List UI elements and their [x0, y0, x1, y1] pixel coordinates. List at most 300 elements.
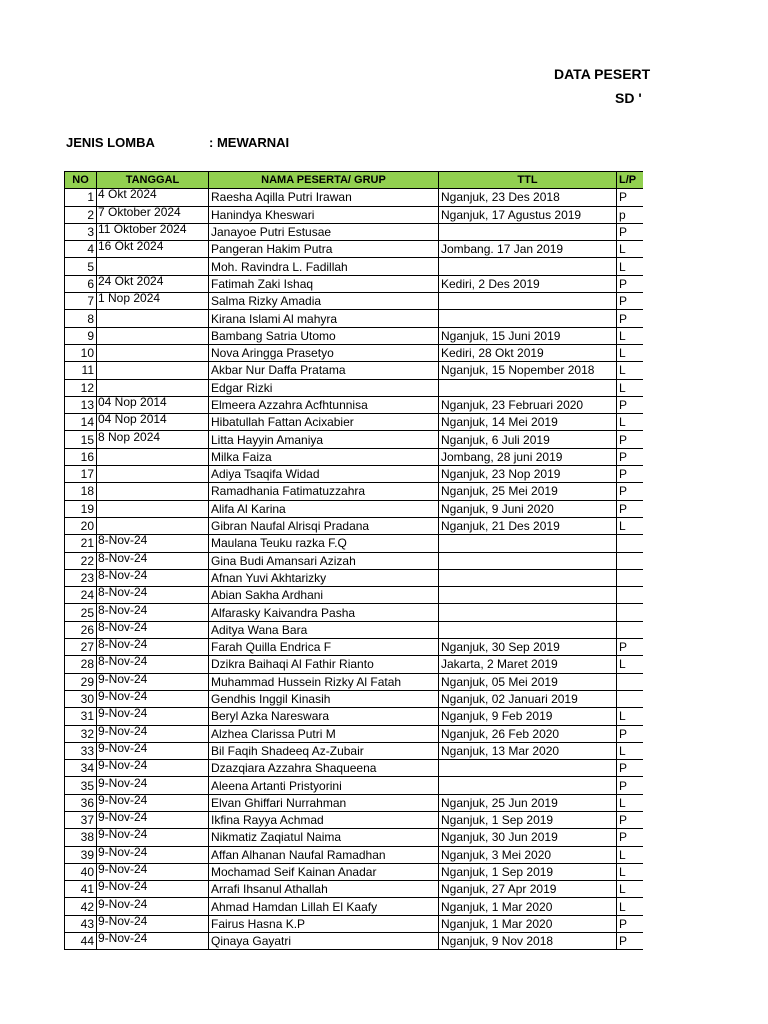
cell-lp[interactable]: P: [617, 760, 644, 777]
cell-ttl[interactable]: [439, 258, 617, 275]
cell-tanggal-text: 8-Nov-24: [98, 603, 148, 617]
cell-tanggal[interactable]: [97, 604, 209, 621]
table-row: [65, 863, 644, 880]
cell-tanggal[interactable]: [97, 327, 209, 344]
cell-ttl[interactable]: Nganjuk, 13 Mar 2020: [439, 742, 617, 759]
table-row: [65, 656, 644, 673]
table-row: [65, 933, 644, 950]
table-row: [65, 535, 644, 552]
cell-nama[interactable]: Beryl Azka Nareswara: [209, 708, 439, 725]
cell-nama[interactable]: Fatimah Zaki Ishaq: [209, 275, 439, 292]
cell-tanggal-text: 9-Nov-24: [98, 915, 148, 928]
cell-lp[interactable]: [617, 587, 644, 604]
cell-ttl[interactable]: Nganjuk, 27 Apr 2019: [439, 881, 617, 898]
table-row: [65, 569, 644, 586]
cell-ttl[interactable]: Nganjuk, 23 Des 2018: [439, 189, 617, 206]
cell-lp[interactable]: [617, 690, 644, 707]
table-row: [65, 708, 644, 725]
cell-tanggal-text: 9-Nov-24: [98, 742, 148, 755]
table-row: [65, 587, 644, 604]
cell-no[interactable]: 24: [65, 587, 97, 604]
cell-tanggal-text: 16 Okt 2024: [98, 240, 164, 254]
cell-ttl[interactable]: Nganjuk, 26 Feb 2020: [439, 725, 617, 742]
table-row: [65, 517, 644, 534]
cell-no[interactable]: 34: [65, 760, 97, 777]
cell-ttl[interactable]: Nganjuk, 30 Sep 2019: [439, 639, 617, 656]
cell-tanggal-text: 11 Oktober 2024: [98, 223, 187, 237]
cell-no[interactable]: 35: [65, 777, 97, 794]
cell-nama[interactable]: Alzhea Clarissa Putri M: [209, 725, 439, 742]
cell-nama[interactable]: Bambang Satria Utomo: [209, 327, 439, 344]
table-row: [65, 414, 644, 431]
cell-no[interactable]: 16: [65, 448, 97, 465]
cell-tanggal-text: 9-Nov-24: [98, 897, 148, 911]
cell-no[interactable]: 27: [65, 639, 97, 656]
cell-ttl[interactable]: Nganjuk, 21 Des 2019: [439, 517, 617, 534]
cell-tanggal-text: 9-Nov-24: [98, 725, 148, 738]
cell-ttl[interactable]: Jakarta, 2 Maret 2019: [439, 656, 617, 673]
cell-nama[interactable]: Ramadhania Fatimatuzzahra: [209, 483, 439, 500]
cell-lp[interactable]: P: [617, 639, 644, 656]
cell-tanggal[interactable]: [97, 881, 209, 898]
table-row: [65, 621, 644, 638]
cell-no[interactable]: 18: [65, 483, 97, 500]
cell-lp[interactable]: L: [617, 258, 644, 275]
cell-ttl[interactable]: Nganjuk, 23 Nop 2019: [439, 466, 617, 483]
table-row: [65, 293, 644, 310]
table-row: [65, 794, 644, 811]
cell-tanggal-text: 8 Nop 2024: [98, 430, 161, 444]
cell-lp[interactable]: P: [617, 431, 644, 448]
column-header-ttl[interactable]: TTL: [439, 172, 617, 189]
cell-no[interactable]: 13: [65, 396, 97, 413]
cell-lp[interactable]: p: [617, 206, 644, 223]
cell-tanggal[interactable]: [97, 223, 209, 240]
cell-tanggal[interactable]: [97, 933, 209, 950]
table-row: [65, 258, 644, 275]
cell-tanggal[interactable]: [97, 725, 209, 742]
cell-ttl[interactable]: [439, 293, 617, 310]
cell-ttl[interactable]: [439, 777, 617, 794]
cell-lp[interactable]: P: [617, 483, 644, 500]
cell-tanggal[interactable]: [97, 690, 209, 707]
cell-tanggal[interactable]: [97, 500, 209, 517]
cell-nama[interactable]: Nikmatiz Zaqiatul Naima: [209, 829, 439, 846]
cell-tanggal[interactable]: [97, 241, 209, 258]
cell-ttl[interactable]: [439, 379, 617, 396]
cell-tanggal[interactable]: [97, 587, 209, 604]
cell-no[interactable]: 23: [65, 569, 97, 586]
cell-lp[interactable]: L: [617, 898, 644, 915]
cell-tanggal-text: 8-Nov-24: [98, 569, 148, 582]
cell-nama[interactable]: Gibran Naufal Alrisqi Pradana: [209, 517, 439, 534]
cell-lp[interactable]: P: [617, 448, 644, 465]
cell-no[interactable]: 2: [65, 206, 97, 223]
table-row: [65, 206, 644, 223]
cell-nama[interactable]: Nova Aringga Prasetyo: [209, 344, 439, 361]
cell-nama[interactable]: Alifa Al Karina: [209, 500, 439, 517]
cell-no[interactable]: 36: [65, 794, 97, 811]
cell-nama[interactable]: Raesha Aqilla Putri Irawan: [209, 189, 439, 206]
cell-tanggal[interactable]: [97, 344, 209, 361]
cell-lp[interactable]: P: [617, 933, 644, 950]
table-row: [65, 379, 644, 396]
cell-tanggal[interactable]: [97, 310, 209, 327]
table-row: [65, 275, 644, 292]
cell-ttl[interactable]: Nganjuk, 23 Februari 2020: [439, 396, 617, 413]
cell-ttl[interactable]: Nganjuk, 05 Mei 2019: [439, 673, 617, 690]
cell-nama[interactable]: Dzazqiara Azzahra Shaqueena: [209, 760, 439, 777]
cell-tanggal[interactable]: [97, 379, 209, 396]
cell-nama[interactable]: Gina Budi Amansari Azizah: [209, 552, 439, 569]
cell-no[interactable]: 1: [65, 189, 97, 206]
cell-tanggal[interactable]: [97, 569, 209, 586]
cell-nama[interactable]: Salma Rizky Amadia: [209, 293, 439, 310]
cell-no[interactable]: 17: [65, 466, 97, 483]
cell-tanggal-text: 8-Nov-24: [98, 586, 148, 600]
cell-nama[interactable]: Maulana Teuku razka F.Q: [209, 535, 439, 552]
cell-tanggal-text: 04 Nop 2014: [98, 396, 167, 409]
cell-nama[interactable]: Mochamad Seif Kainan Anadar: [209, 863, 439, 880]
cell-tanggal[interactable]: [97, 258, 209, 275]
cell-no[interactable]: 9: [65, 327, 97, 344]
cell-ttl[interactable]: Nganjuk, 1 Mar 2020: [439, 915, 617, 932]
table-row: [65, 604, 644, 621]
cell-lp[interactable]: P: [617, 293, 644, 310]
cell-no[interactable]: 10: [65, 344, 97, 361]
cell-ttl[interactable]: Kediri, 2 Des 2019: [439, 275, 617, 292]
cell-no[interactable]: 21: [65, 535, 97, 552]
table-row: [65, 362, 644, 379]
cell-tanggal[interactable]: [97, 414, 209, 431]
table-row: [65, 344, 644, 361]
cell-tanggal-text: 9-Nov-24: [98, 794, 148, 807]
cell-no[interactable]: 41: [65, 881, 97, 898]
table-row: [65, 483, 644, 500]
cell-tanggal[interactable]: [97, 829, 209, 846]
cell-tanggal-text: 7 Oktober 2024: [98, 206, 181, 219]
cell-no[interactable]: 12: [65, 379, 97, 396]
table-row: [65, 466, 644, 483]
table-row: [65, 881, 644, 898]
cell-nama[interactable]: Affan Alhanan Naufal Ramadhan: [209, 846, 439, 863]
cell-nama[interactable]: Dzikra Baihaqi Al Fathir Rianto: [209, 656, 439, 673]
cell-ttl[interactable]: [439, 223, 617, 240]
cell-ttl[interactable]: Nganjuk, 15 Nopember 2018: [439, 362, 617, 379]
cell-tanggal-text: 8-Nov-24: [98, 621, 148, 634]
cell-no[interactable]: 25: [65, 604, 97, 621]
cell-no[interactable]: 42: [65, 898, 97, 915]
cell-ttl[interactable]: [439, 760, 617, 777]
cell-ttl[interactable]: Nganjuk, 17 Agustus 2019: [439, 206, 617, 223]
cell-lp[interactable]: P: [617, 223, 644, 240]
cell-lp[interactable]: [617, 535, 644, 552]
document-subtitle: SD ': [615, 90, 642, 106]
cell-nama[interactable]: Fairus Hasna K.P: [209, 915, 439, 932]
cell-lp[interactable]: P: [617, 396, 644, 413]
cell-nama[interactable]: Akbar Nur Daffa Pratama: [209, 362, 439, 379]
cell-nama[interactable]: Afnan Yuvi Akhtarizky: [209, 569, 439, 586]
cell-ttl[interactable]: Nganjuk, 6 Juli 2019: [439, 431, 617, 448]
cell-tanggal[interactable]: [97, 535, 209, 552]
column-header-tanggal[interactable]: TANGGAL: [97, 172, 209, 189]
cell-tanggal-text: 9-Nov-24: [98, 863, 148, 877]
cell-tanggal-text: 8-Nov-24: [98, 638, 148, 652]
cell-tanggal-text: 24 Okt 2024: [98, 275, 164, 288]
cell-lp[interactable]: L: [617, 794, 644, 811]
table-row: [65, 673, 644, 690]
cell-ttl[interactable]: Nganjuk, 3 Mei 2020: [439, 846, 617, 863]
cell-lp[interactable]: P: [617, 777, 644, 794]
cell-lp[interactable]: L: [617, 656, 644, 673]
cell-lp[interactable]: L: [617, 863, 644, 880]
cell-no[interactable]: 40: [65, 863, 97, 880]
cell-tanggal[interactable]: [97, 206, 209, 223]
table-row: [65, 327, 644, 344]
cell-tanggal[interactable]: [97, 431, 209, 448]
cell-no[interactable]: 11: [65, 362, 97, 379]
table-row: [65, 223, 644, 240]
cell-tanggal[interactable]: [97, 362, 209, 379]
cell-nama[interactable]: Ikfina Rayya Achmad: [209, 811, 439, 828]
cell-lp[interactable]: [617, 552, 644, 569]
cell-no[interactable]: 31: [65, 708, 97, 725]
cell-tanggal[interactable]: [97, 760, 209, 777]
cell-ttl[interactable]: Nganjuk, 9 Juni 2020: [439, 500, 617, 517]
cell-lp[interactable]: P: [617, 189, 644, 206]
cell-tanggal-text: 9-Nov-24: [98, 776, 148, 790]
cell-no[interactable]: 4: [65, 241, 97, 258]
cell-tanggal-text: 8-Nov-24: [98, 534, 148, 548]
table-row: [65, 241, 644, 258]
cell-tanggal[interactable]: [97, 552, 209, 569]
cell-nama[interactable]: Moh. Ravindra L. Fadillah: [209, 258, 439, 275]
cell-tanggal-text: 04 Nop 2014: [98, 413, 167, 427]
cell-lp[interactable]: L: [617, 881, 644, 898]
cell-tanggal[interactable]: [97, 777, 209, 794]
cell-tanggal[interactable]: [97, 639, 209, 656]
cell-lp[interactable]: L: [617, 344, 644, 361]
cell-lp[interactable]: P: [617, 829, 644, 846]
cell-lp[interactable]: L: [617, 241, 644, 258]
table-row: [65, 189, 644, 206]
cell-ttl[interactable]: Kediri, 28 Okt 2019: [439, 344, 617, 361]
participant-table: [64, 171, 643, 950]
cell-lp[interactable]: P: [617, 915, 644, 932]
cell-ttl[interactable]: Jombang, 28 juni 2019: [439, 448, 617, 465]
cell-no[interactable]: 20: [65, 517, 97, 534]
cell-no[interactable]: 29: [65, 673, 97, 690]
cell-nama[interactable]: Arrafi Ihsanul Athallah: [209, 881, 439, 898]
cell-ttl[interactable]: [439, 535, 617, 552]
cell-nama[interactable]: Edgar Rizki: [209, 379, 439, 396]
cell-no[interactable]: 43: [65, 915, 97, 932]
cell-no[interactable]: 39: [65, 846, 97, 863]
cell-nama[interactable]: Hibatullah Fattan Acixabier: [209, 414, 439, 431]
cell-nama[interactable]: Ahmad Hamdan Lillah El Kaafy: [209, 898, 439, 915]
cell-ttl[interactable]: [439, 569, 617, 586]
cell-ttl[interactable]: [439, 552, 617, 569]
cell-lp[interactable]: P: [617, 310, 644, 327]
cell-no[interactable]: 30: [65, 690, 97, 707]
cell-lp[interactable]: [617, 569, 644, 586]
cell-nama[interactable]: Adiya Tsaqifa Widad: [209, 466, 439, 483]
cell-lp[interactable]: L: [617, 414, 644, 431]
cell-tanggal[interactable]: [97, 396, 209, 413]
column-header-lp[interactable]: L/P: [617, 172, 644, 189]
cell-tanggal[interactable]: [97, 517, 209, 534]
cell-tanggal-text: 9-Nov-24: [98, 707, 148, 721]
cell-nama[interactable]: Kirana Islami Al mahyra: [209, 310, 439, 327]
cell-no[interactable]: 6: [65, 275, 97, 292]
cell-nama[interactable]: Pangeran Hakim Putra: [209, 241, 439, 258]
cell-no[interactable]: 28: [65, 656, 97, 673]
cell-tanggal-text: 9-Nov-24: [98, 932, 148, 946]
cell-ttl[interactable]: Nganjuk, 9 Nov 2018: [439, 933, 617, 950]
cell-no[interactable]: 19: [65, 500, 97, 517]
cell-tanggal[interactable]: [97, 794, 209, 811]
cell-ttl[interactable]: Nganjuk, 1 Sep 2019: [439, 863, 617, 880]
table-row: [65, 396, 644, 413]
cell-tanggal-text: 8-Nov-24: [98, 655, 148, 669]
cell-tanggal-text: 9-Nov-24: [98, 828, 148, 842]
cell-tanggal[interactable]: [97, 656, 209, 673]
table-row: [65, 500, 644, 517]
cell-nama[interactable]: Muhammad Hussein Rizky Al Fatah: [209, 673, 439, 690]
cell-nama[interactable]: Alfarasky Kaivandra Pasha: [209, 604, 439, 621]
cell-lp[interactable]: P: [617, 275, 644, 292]
cell-lp[interactable]: L: [617, 742, 644, 759]
table-row: [65, 829, 644, 846]
cell-no[interactable]: 14: [65, 414, 97, 431]
cell-tanggal[interactable]: [97, 915, 209, 932]
cell-ttl[interactable]: Nganjuk, 14 Mei 2019: [439, 414, 617, 431]
cell-nama[interactable]: Aditya Wana Bara: [209, 621, 439, 638]
cell-no[interactable]: 15: [65, 431, 97, 448]
cell-ttl[interactable]: Nganjuk, 25 Mei 2019: [439, 483, 617, 500]
column-header-no[interactable]: NO: [65, 172, 97, 189]
cell-lp[interactable]: L: [617, 362, 644, 379]
cell-tanggal[interactable]: [97, 708, 209, 725]
cell-ttl[interactable]: Jombang. 17 Jan 2019: [439, 241, 617, 258]
table-row: [65, 915, 644, 932]
cell-ttl[interactable]: Nganjuk, 25 Jun 2019: [439, 794, 617, 811]
cell-no[interactable]: 22: [65, 552, 97, 569]
cell-tanggal[interactable]: [97, 621, 209, 638]
cell-tanggal[interactable]: [97, 863, 209, 880]
cell-lp[interactable]: [617, 604, 644, 621]
cell-nama[interactable]: Milka Faiza: [209, 448, 439, 465]
cell-no[interactable]: 8: [65, 310, 97, 327]
cell-no[interactable]: 5: [65, 258, 97, 275]
cell-tanggal[interactable]: [97, 293, 209, 310]
cell-ttl[interactable]: Nganjuk, 1 Mar 2020: [439, 898, 617, 915]
cell-tanggal-text: 9-Nov-24: [98, 673, 148, 686]
cell-lp[interactable]: P: [617, 811, 644, 828]
cell-nama[interactable]: Farah Quilla Endrica F: [209, 639, 439, 656]
cell-tanggal[interactable]: [97, 673, 209, 690]
table-header-row: [65, 172, 644, 189]
cell-lp[interactable]: L: [617, 517, 644, 534]
cell-nama[interactable]: Abian Sakha Ardhani: [209, 587, 439, 604]
document-title: DATA PESERT: [554, 66, 651, 82]
cell-lp[interactable]: L: [617, 379, 644, 396]
cell-ttl[interactable]: [439, 621, 617, 638]
cell-tanggal-text: 8-Nov-24: [98, 552, 148, 565]
cell-lp[interactable]: [617, 673, 644, 690]
table-row: [65, 760, 644, 777]
table-row: [65, 725, 644, 742]
table-row: [65, 690, 644, 707]
cell-no[interactable]: 3: [65, 223, 97, 240]
cell-tanggal[interactable]: [97, 483, 209, 500]
cell-ttl[interactable]: [439, 604, 617, 621]
cell-tanggal-text: 9-Nov-24: [98, 759, 148, 773]
cell-nama[interactable]: Gendhis Inggil Kinasih: [209, 690, 439, 707]
cell-nama[interactable]: Qinaya Gayatri: [209, 933, 439, 950]
cell-tanggal-text: 1 Nop 2024: [98, 292, 161, 306]
cell-no[interactable]: 33: [65, 742, 97, 759]
cell-ttl[interactable]: Nganjuk, 15 Juni 2019: [439, 327, 617, 344]
cell-nama[interactable]: Elmeera Azzahra Acfhtunnisa: [209, 396, 439, 413]
cell-tanggal[interactable]: [97, 448, 209, 465]
cell-no[interactable]: 37: [65, 811, 97, 828]
cell-no[interactable]: 44: [65, 933, 97, 950]
cell-tanggal-text: 9-Nov-24: [98, 811, 148, 825]
table-row: [65, 552, 644, 569]
cell-nama[interactable]: Elvan Ghiffari Nurrahman: [209, 794, 439, 811]
cell-lp[interactable]: L: [617, 327, 644, 344]
cell-ttl[interactable]: [439, 587, 617, 604]
cell-lp[interactable]: [617, 621, 644, 638]
cell-lp[interactable]: L: [617, 708, 644, 725]
cell-tanggal-text: 9-Nov-24: [98, 846, 148, 859]
cell-tanggal[interactable]: [97, 846, 209, 863]
cell-lp[interactable]: P: [617, 466, 644, 483]
cell-tanggal[interactable]: [97, 275, 209, 292]
cell-ttl[interactable]: Nganjuk, 1 Sep 2019: [439, 811, 617, 828]
cell-nama[interactable]: Hanindya Kheswari: [209, 206, 439, 223]
cell-ttl[interactable]: Nganjuk, 02 Januari 2019: [439, 690, 617, 707]
cell-tanggal[interactable]: [97, 811, 209, 828]
cell-lp[interactable]: L: [617, 846, 644, 863]
cell-nama[interactable]: Bil Faqih Shadeeq Az-Zubair: [209, 742, 439, 759]
cell-ttl[interactable]: [439, 310, 617, 327]
cell-ttl[interactable]: Nganjuk, 30 Jun 2019: [439, 829, 617, 846]
cell-tanggal[interactable]: [97, 898, 209, 915]
cell-tanggal[interactable]: [97, 189, 209, 206]
cell-tanggal[interactable]: [97, 742, 209, 759]
table-row: [65, 898, 644, 915]
table-row: [65, 742, 644, 759]
cell-nama[interactable]: Janayoe Putri Estusae: [209, 223, 439, 240]
cell-lp[interactable]: P: [617, 500, 644, 517]
column-header-nama[interactable]: NAMA PESERTA/ GRUP: [209, 172, 439, 189]
cell-lp[interactable]: P: [617, 725, 644, 742]
cell-no[interactable]: 7: [65, 293, 97, 310]
cell-no[interactable]: 32: [65, 725, 97, 742]
cell-nama[interactable]: Aleena Artanti Pristyorini: [209, 777, 439, 794]
cell-ttl[interactable]: Nganjuk, 9 Feb 2019: [439, 708, 617, 725]
cell-no[interactable]: 38: [65, 829, 97, 846]
table-row: [65, 777, 644, 794]
cell-nama[interactable]: Litta Hayyin Amaniya: [209, 431, 439, 448]
table-row: [65, 811, 644, 828]
cell-tanggal[interactable]: [97, 466, 209, 483]
table-row: [65, 431, 644, 448]
competition-type-label: JENIS LOMBA: [66, 135, 155, 150]
cell-no[interactable]: 26: [65, 621, 97, 638]
